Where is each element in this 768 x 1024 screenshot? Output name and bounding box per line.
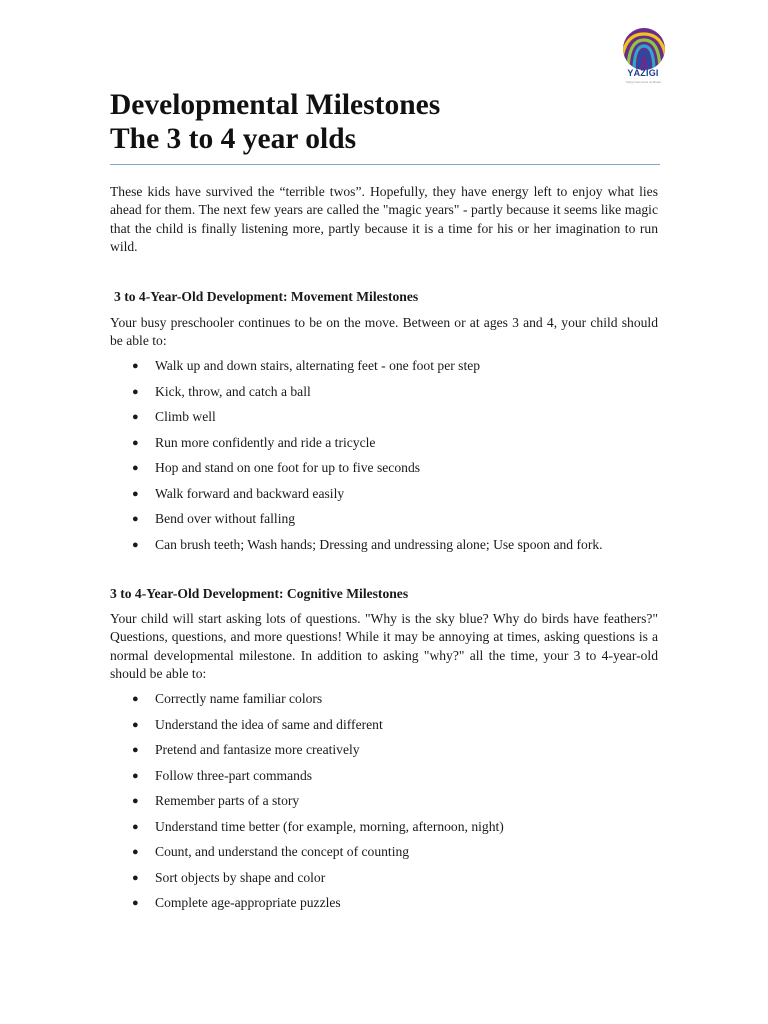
bullet-icon: ● [132, 538, 139, 551]
bullet-icon: ● [132, 693, 139, 705]
logo-tagline: Yázigi Internexus do Brasil [625, 80, 661, 84]
list-item: ● Kick, throw, and catch a ball [132, 383, 311, 399]
bullet-icon: ● [132, 744, 139, 756]
bullet-icon: ● [132, 718, 139, 731]
list-item: ● Can brush teeth; Wash hands; Dressing and undressing alone; Use spoon and fork. [132, 536, 603, 552]
list-item: ● Bend over without falling [132, 511, 296, 526]
bullet-icon: ● [132, 846, 139, 858]
movement-list [110, 357, 670, 561]
bullet-icon: ● [132, 795, 139, 807]
list-item: ● Pretend and fantasize more creatively [132, 742, 360, 757]
page-title [110, 88, 440, 156]
movement-heading: 3 to 4-Year-Old Development: Movement Milestones [114, 289, 419, 304]
list-item: ● Understand the idea of same and different [132, 716, 383, 732]
bullet-icon: ● [132, 462, 139, 474]
bullet-icon: ● [132, 769, 139, 782]
bullet-icon: ● [132, 411, 139, 423]
list-item: ● Complete age-appropriate puzzles [132, 895, 341, 910]
list-item: ● Walk forward and backward easily [132, 485, 345, 501]
bullet-icon: ● [132, 513, 139, 525]
bullet-icon: ● [132, 360, 139, 372]
bullet-icon: ● [132, 385, 139, 398]
intro-paragraph: These kids have survived the “terrible twos”. Hopefully, they have energy left to enjoy what lies ahead for them. The next few years are called the "magic years" - partly because it seems like magic that the child is finally listening more, partly because it is a time for his or her imagination to run wild. [110, 184, 658, 255]
list-item: ● Follow three-part commands [132, 767, 313, 783]
bullet-icon: ● [132, 820, 139, 833]
list-item: ● Walk up and down stairs, alternating feet - one foot per step [132, 358, 481, 373]
list-item: ● Run more confidently and ride a tricycle [132, 434, 376, 450]
title-divider [110, 164, 660, 165]
movement-intro: Your busy preschooler continues to be on the move. Between or at ages 3 and 4, your child should be able to: [110, 315, 658, 349]
bullet-icon: ● [132, 487, 139, 500]
bullet-icon: ● [132, 871, 139, 884]
list-item: ● Hop and stand on one foot for up to five seconds [132, 460, 421, 475]
title-line-2: The 3 to 4 year olds [110, 123, 357, 155]
cognitive-list [110, 690, 670, 920]
bullet-icon: ● [132, 436, 139, 449]
list-item: ● Count, and understand the concept of counting [132, 844, 410, 859]
cognitive-heading: 3 to 4-Year-Old Development: Cognitive Milestones [110, 586, 409, 601]
list-item: ● Climb well [132, 409, 216, 424]
list-item: ● Correctly name familiar colors [132, 691, 323, 706]
title-line-1: Developmental Milestones [110, 89, 441, 121]
list-item: ● Understand time better (for example, morning, afternoon, night) [132, 818, 504, 834]
list-item: ● Remember parts of a story [132, 793, 300, 808]
bullet-icon: ● [132, 897, 139, 909]
cognitive-intro: Your child will start asking lots of questions. "Why is the sky blue? Why do birds have feathers?" Questions, questions, and more questions! While it may be annoying at times, asking questions is a normal developmental milestone. In addition to asking "why?" all the time, your 3 to 4-year-old should be able to: [110, 611, 658, 682]
list-item: ● Sort objects by shape and color [132, 869, 326, 885]
logo-wordmark: YÁZIGI [627, 68, 659, 78]
